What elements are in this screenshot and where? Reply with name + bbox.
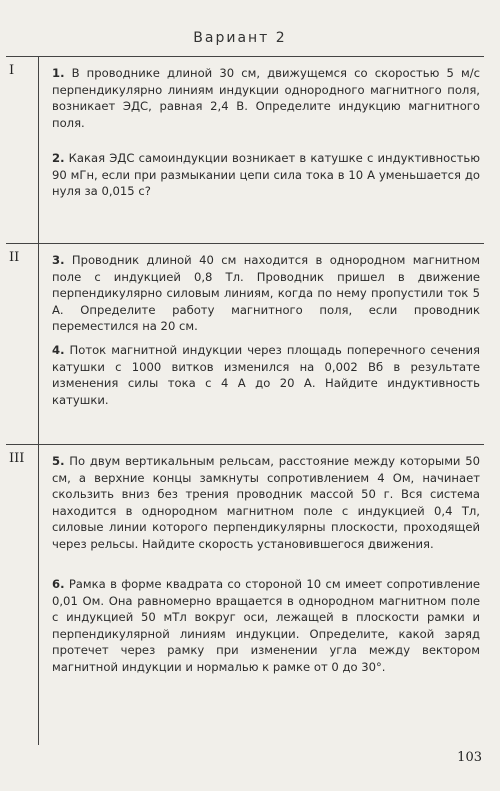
- problem-text: В проводнике длиной 30 см, движущемся со скоростью 5 м/с перпендикулярно линиям индукции однородного магнитного поля, возникает ЭДС, равная 2,4 В. Определите индукцию магнитного поля.: [52, 66, 480, 130]
- problem-number: 1.: [52, 66, 65, 80]
- problem-6: [52, 576, 480, 676]
- problem-4: [52, 342, 480, 408]
- problem-5: [52, 453, 480, 553]
- problem-2: [52, 150, 480, 200]
- problem-number: 2.: [52, 151, 65, 165]
- page-title: Вариант 2: [193, 30, 287, 46]
- problem-text: Какая ЭДС самоиндукции возникает в катушке с индуктивностью 90 мГн, если при размыкании цепи сила тока в 10 А уменьшается до нуля за 0,015 с?: [52, 151, 481, 199]
- problem-number: 3.: [52, 253, 65, 267]
- problem-number: 5.: [52, 454, 65, 468]
- problem-number: 4.: [52, 343, 65, 357]
- section-2: [6, 243, 484, 445]
- section-1: [6, 57, 484, 243]
- problem-text: Рамка в форме квадрата со стороной 10 см имеет сопротивление 0,01 Ом. Она равномерно вращается в однородном магнитном поле с индукцией 50 мТл вокруг оси, лежащей в плоскости рамки и перпендикулярной линиям индукции. Определите, какой заряд протечет через рамку при изменении угла между вектором магнитной индукции и нормалью к рамке от 0 до 30°.: [52, 577, 480, 674]
- problem-1: [52, 65, 480, 131]
- section-3: [6, 444, 484, 746]
- problem-text: По двум вертикальным рельсам, расстояние между которыми 50 см, а верхние концы замкнуты сопротивлением 4 Ом, начинает скользить вниз без трения проводник массой 50 г. Вся система находится в однородном магнитном поле с индукцией 0,4 Тл, силовые линии которого перпендикулярны плоскости, проходящей через рельсы. Найдите скорость установившегося движения.: [52, 454, 480, 551]
- section-number: I: [9, 63, 15, 78]
- problem-table: [6, 56, 484, 745]
- page-number: 103: [457, 750, 482, 765]
- section-number: II: [9, 250, 20, 265]
- problem-3: [52, 252, 480, 335]
- problem-text: Поток магнитной индукции через площадь поперечного сечения катушки с 1000 витков изменился на 0,002 Вб в результате изменения силы тока с 4 А до 20 А. Найдите индуктивность катушки.: [52, 343, 481, 407]
- problem-number: 6.: [52, 577, 65, 591]
- problem-text: Проводник длиной 40 см находится в однородном магнитном поле с индукцией 0,8 Тл. Проводник пришел в движение перпендикулярно силовым линиям, когда по нему пропустили ток 5 А. Определите работу магнитного поля, если проводник переместился на 20 см.: [52, 253, 480, 334]
- section-number: III: [9, 451, 25, 466]
